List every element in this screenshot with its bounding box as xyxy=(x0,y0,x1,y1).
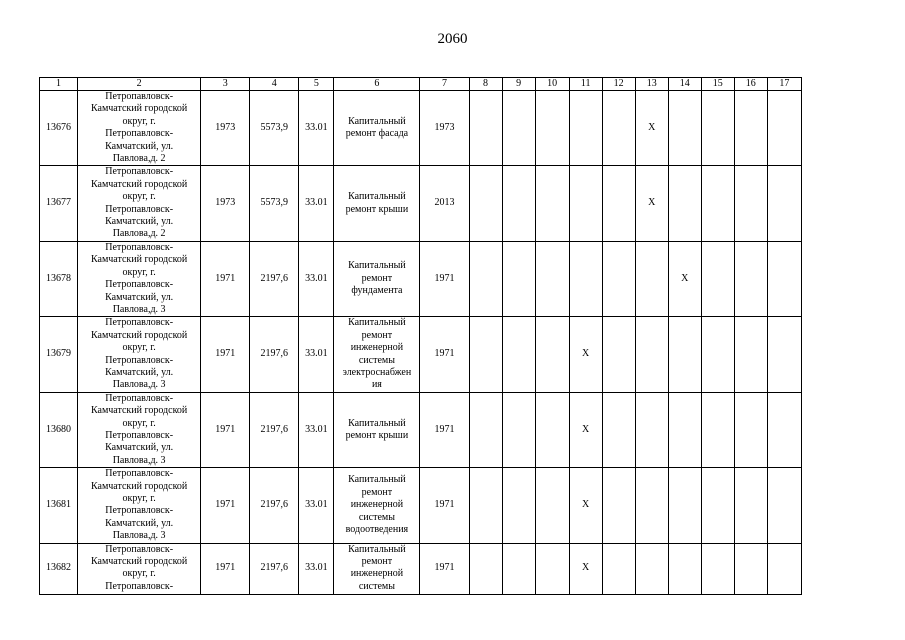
mark-cell-col-16 xyxy=(734,166,767,241)
work-type-cell: Капитальный ремонт инженерной системы водоотведения xyxy=(334,468,420,543)
mark-cell-col-8 xyxy=(469,543,502,594)
mark-cell-col-13: X xyxy=(635,166,668,241)
work-type-cell: Капитальный ремонт инженерной системы электроснабжен ия xyxy=(334,317,420,392)
mark-cell-col-9 xyxy=(502,392,535,467)
address-cell: Петропавловск- Камчатский городской округ, г. Петропавловск- Камчатский, ул. Павлова,д. 2 xyxy=(78,91,201,166)
record-id-cell: 13678 xyxy=(40,241,78,316)
mark-cell-col-8 xyxy=(469,166,502,241)
code-cell: 33.01 xyxy=(299,543,334,594)
year-built-cell: 1971 xyxy=(201,241,250,316)
table-row xyxy=(40,392,802,467)
mark-cell-col-13 xyxy=(635,468,668,543)
column-header-4: 4 xyxy=(250,78,299,91)
table-row xyxy=(40,543,802,594)
column-header-2: 2 xyxy=(78,78,201,91)
work-type-cell: Капитальный ремонт фундамента xyxy=(334,241,420,316)
register-table xyxy=(39,77,802,595)
column-header-10: 10 xyxy=(535,78,569,91)
column-header-8: 8 xyxy=(469,78,502,91)
mark-cell-col-12 xyxy=(602,166,635,241)
mark-cell-col-8 xyxy=(469,91,502,166)
mark-cell-col-12 xyxy=(602,543,635,594)
mark-cell-col-10 xyxy=(535,317,569,392)
mark-cell-col-14 xyxy=(668,166,701,241)
column-header-7: 7 xyxy=(420,78,469,91)
mark-cell-col-8 xyxy=(469,392,502,467)
mark-cell-col-15 xyxy=(701,317,734,392)
column-header-5: 5 xyxy=(299,78,334,91)
year-cell: 2013 xyxy=(420,166,469,241)
column-header-17: 17 xyxy=(767,78,801,91)
column-header-13: 13 xyxy=(635,78,668,91)
address-cell-text: Петропавловск- Камчатский городской округ, г. Петропавловск- xyxy=(90,543,188,592)
mark-cell-col-12 xyxy=(602,317,635,392)
code-cell: 33.01 xyxy=(299,317,334,392)
table-row xyxy=(40,317,802,392)
mark-cell-col-9 xyxy=(502,317,535,392)
mark-cell-col-9 xyxy=(502,91,535,166)
area-cell: 2197,6 xyxy=(250,543,299,594)
mark-cell-col-16 xyxy=(734,468,767,543)
mark-cell-col-14 xyxy=(668,392,701,467)
work-type-cell: Капитальный ремонт фасада xyxy=(334,91,420,166)
mark-cell-col-14 xyxy=(668,91,701,166)
record-id-cell: 13679 xyxy=(40,317,78,392)
column-header-14: 14 xyxy=(668,78,701,91)
column-header-15: 15 xyxy=(701,78,734,91)
code-cell: 33.01 xyxy=(299,392,334,467)
year-built-cell: 1971 xyxy=(201,543,250,594)
year-cell: 1971 xyxy=(420,392,469,467)
mark-cell-col-10 xyxy=(535,241,569,316)
mark-cell-col-8 xyxy=(469,468,502,543)
year-cell: 1971 xyxy=(420,543,469,594)
year-cell: 1971 xyxy=(420,468,469,543)
code-cell: 33.01 xyxy=(299,241,334,316)
address-cell: Петропавловск- Камчатский городской округ, г. Петропавловск- Камчатский, ул. Павлова,д. 2 xyxy=(78,166,201,241)
mark-cell-col-15 xyxy=(701,91,734,166)
mark-cell-col-16 xyxy=(734,543,767,594)
mark-cell-col-12 xyxy=(602,392,635,467)
year-built-cell: 1971 xyxy=(201,317,250,392)
mark-cell-col-11: X xyxy=(569,392,602,467)
mark-cell-col-17 xyxy=(767,317,801,392)
mark-cell-col-13 xyxy=(635,543,668,594)
header-row xyxy=(40,78,802,91)
mark-cell-col-11 xyxy=(569,91,602,166)
address-cell: Петропавловск- Камчатский городской округ, г. Петропавловск- Камчатский, ул. Павлова,д. 3 xyxy=(78,392,201,467)
mark-cell-col-13 xyxy=(635,317,668,392)
mark-cell-col-17 xyxy=(767,392,801,467)
mark-cell-col-15 xyxy=(701,468,734,543)
column-header-9: 9 xyxy=(502,78,535,91)
mark-cell-col-9 xyxy=(502,241,535,316)
address-cell: Петропавловск- Камчатский городской округ, г. Петропавловск- Камчатский, ул. Павлова,д. 3 xyxy=(78,468,201,543)
mark-cell-col-11: X xyxy=(569,468,602,543)
mark-cell-col-17 xyxy=(767,241,801,316)
mark-cell-col-17 xyxy=(767,91,801,166)
record-id-cell: 13680 xyxy=(40,392,78,467)
mark-cell-col-17 xyxy=(767,468,801,543)
mark-cell-col-17 xyxy=(767,166,801,241)
record-id-cell: 13682 xyxy=(40,543,78,594)
year-cell: 1973 xyxy=(420,91,469,166)
column-header-16: 16 xyxy=(734,78,767,91)
code-cell: 33.01 xyxy=(299,468,334,543)
address-cell: Петропавловск- Камчатский городской округ, г. Петропавловск- Камчатский, ул. Павлова,д. 3 xyxy=(78,241,201,316)
mark-cell-col-11 xyxy=(569,241,602,316)
column-header-3: 3 xyxy=(201,78,250,91)
table-body xyxy=(40,91,802,595)
mark-cell-col-14: X xyxy=(668,241,701,316)
record-id-cell: 13676 xyxy=(40,91,78,166)
column-header-1: 1 xyxy=(40,78,78,91)
mark-cell-col-10 xyxy=(535,468,569,543)
mark-cell-col-10 xyxy=(535,543,569,594)
mark-cell-col-16 xyxy=(734,91,767,166)
mark-cell-col-13: X xyxy=(635,91,668,166)
area-cell: 5573,9 xyxy=(250,91,299,166)
mark-cell-col-10 xyxy=(535,166,569,241)
mark-cell-col-14 xyxy=(668,317,701,392)
record-id-cell: 13681 xyxy=(40,468,78,543)
mark-cell-col-12 xyxy=(602,91,635,166)
mark-cell-col-15 xyxy=(701,166,734,241)
table-row xyxy=(40,241,802,316)
mark-cell-col-10 xyxy=(535,91,569,166)
area-cell: 2197,6 xyxy=(250,241,299,316)
mark-cell-col-12 xyxy=(602,241,635,316)
work-type-cell: Капитальный ремонт крыши xyxy=(334,392,420,467)
table-row xyxy=(40,91,802,166)
mark-cell-col-15 xyxy=(701,392,734,467)
mark-cell-col-8 xyxy=(469,317,502,392)
year-built-cell: 1973 xyxy=(201,166,250,241)
mark-cell-col-8 xyxy=(469,241,502,316)
area-cell: 2197,6 xyxy=(250,317,299,392)
code-cell: 33.01 xyxy=(299,166,334,241)
year-cell: 1971 xyxy=(420,317,469,392)
work-type-cell xyxy=(334,543,420,594)
column-header-11: 11 xyxy=(569,78,602,91)
code-cell: 33.01 xyxy=(299,91,334,166)
work-type-cell: Капитальный ремонт крыши xyxy=(334,166,420,241)
mark-cell-col-11 xyxy=(569,166,602,241)
mark-cell-col-16 xyxy=(734,392,767,467)
work-type-cell-text: Капитальный ремонт инженерной системы xyxy=(348,543,406,592)
mark-cell-col-13 xyxy=(635,241,668,316)
page-number: 2060 xyxy=(437,31,468,47)
area-cell: 2197,6 xyxy=(250,392,299,467)
mark-cell-col-11: X xyxy=(569,317,602,392)
table-row xyxy=(40,166,802,241)
mark-cell-col-14 xyxy=(668,543,701,594)
address-cell: Петропавловск- Камчатский городской округ, г. Петропавловск- Камчатский, ул. Павлова,д. 3 xyxy=(78,317,201,392)
mark-cell-col-15 xyxy=(701,543,734,594)
mark-cell-col-10 xyxy=(535,392,569,467)
mark-cell-col-9 xyxy=(502,543,535,594)
year-built-cell: 1973 xyxy=(201,91,250,166)
year-built-cell: 1971 xyxy=(201,392,250,467)
mark-cell-col-15 xyxy=(701,241,734,316)
record-id-cell: 13677 xyxy=(40,166,78,241)
mark-cell-col-11: X xyxy=(569,543,602,594)
column-header-6: 6 xyxy=(334,78,420,91)
address-cell xyxy=(78,543,201,594)
mark-cell-col-16 xyxy=(734,241,767,316)
area-cell: 5573,9 xyxy=(250,166,299,241)
mark-cell-col-9 xyxy=(502,166,535,241)
mark-cell-col-12 xyxy=(602,468,635,543)
mark-cell-col-9 xyxy=(502,468,535,543)
table-row xyxy=(40,468,802,543)
column-header-12: 12 xyxy=(602,78,635,91)
year-cell: 1971 xyxy=(420,241,469,316)
area-cell: 2197,6 xyxy=(250,468,299,543)
mark-cell-col-17 xyxy=(767,543,801,594)
mark-cell-col-14 xyxy=(668,468,701,543)
mark-cell-col-16 xyxy=(734,317,767,392)
year-built-cell: 1971 xyxy=(201,468,250,543)
mark-cell-col-13 xyxy=(635,392,668,467)
